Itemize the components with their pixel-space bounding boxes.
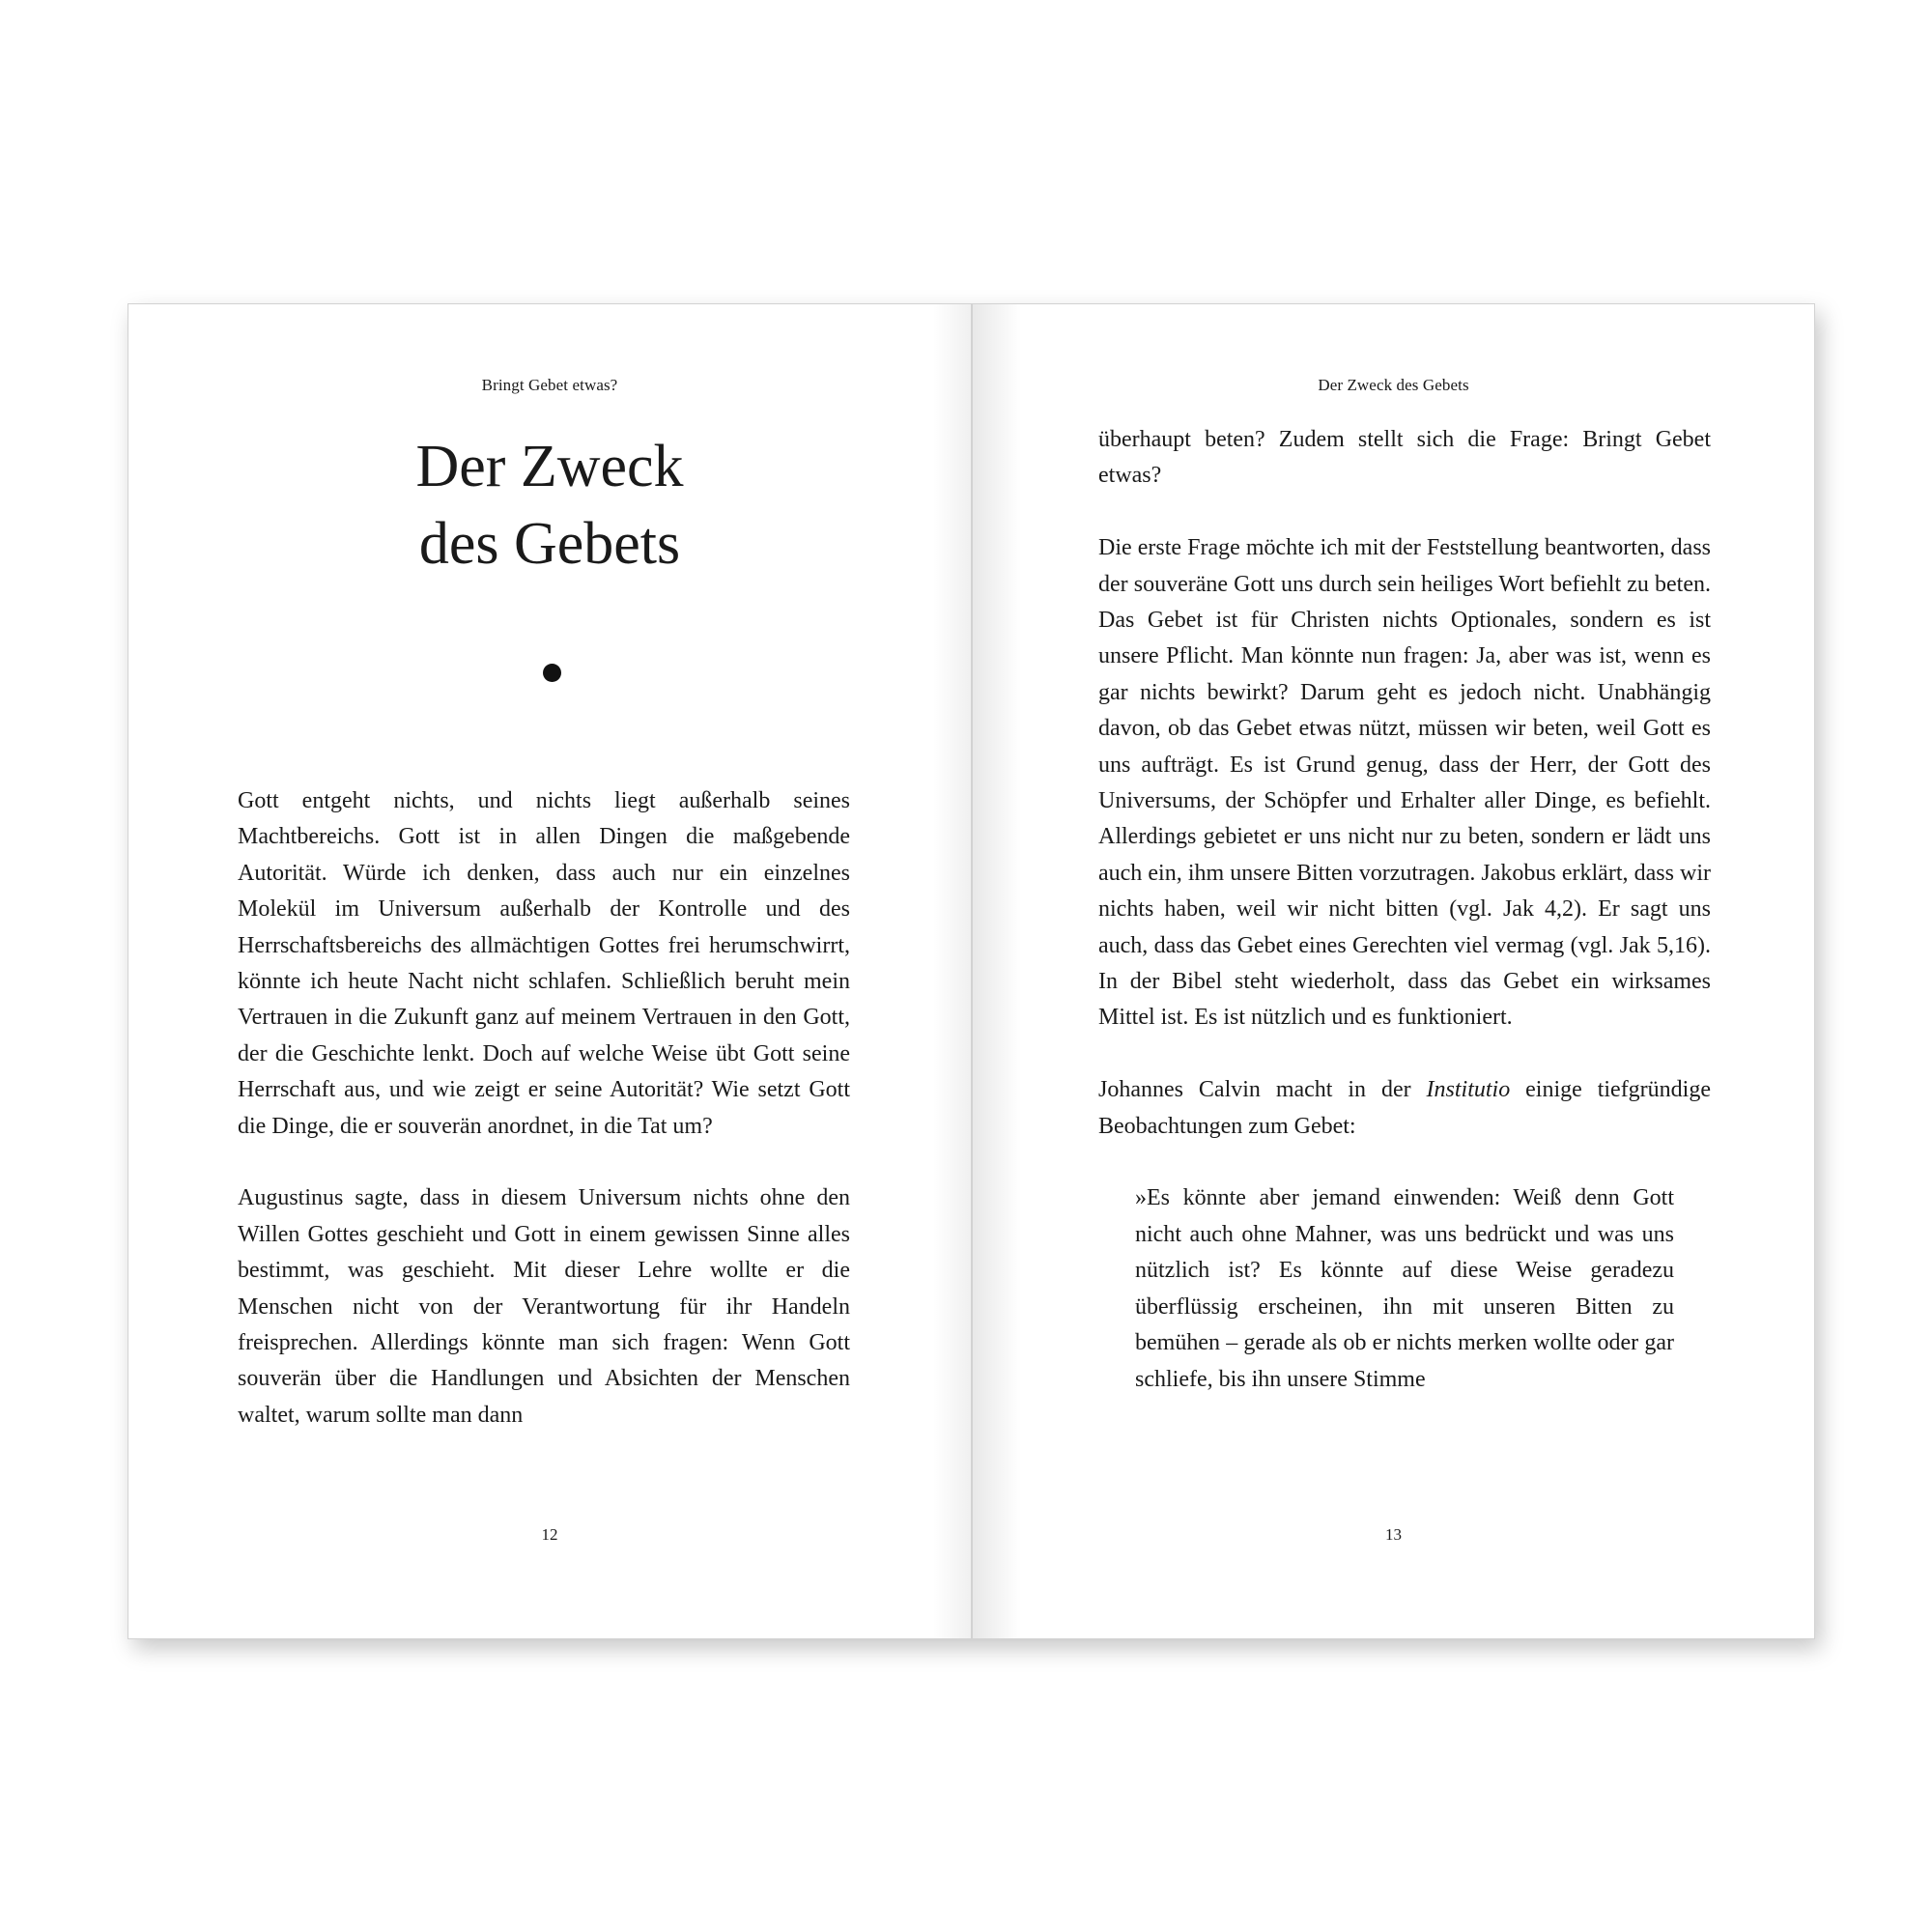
paragraph: Die erste Frage möchte ich mit der Feststellung beantworten, dass der souveräne Gott uns durch sein heiliges Wort befiehlt zu beten. Das Gebet ist für Christen nichts Optionales, sondern es ist unsere Pflicht. Man könnte nun fragen: Ja, aber was ist, wenn es gar nichts bewirkt? Darum geht es jedoch nicht. Unabhängig davon, ob das Gebet etwas nützt, müssen wir beten, weil Gott es uns aufträgt. Es ist Grund genug, dass der Herr, der Gott des Universums, der Schöpfer und Erhalter aller Dinge, es befiehlt. Allerdings gebietet er uns nicht nur zu beten, sondern er lädt uns auch ein, ihm unsere Bitten vorzutragen. Jakobus erklärt, dass wir nichts haben, weil wir nicht bitten (vgl. Jak 4,2). Er sagt uns auch, dass das Gebet eines Gerechten viel vermag (vgl. Jak 5,16). In der Bibel steht wiederholt, dass das Gebet ein wirksames Mittel ist. Es ist nützlich und es funktioniert. xyxy=(1098,535,1711,1031)
book-title-italic: Institutio xyxy=(1426,1077,1511,1103)
bullet-ornament-icon xyxy=(543,664,561,682)
page-number: 12 xyxy=(541,1525,558,1544)
left-page xyxy=(128,303,972,1639)
chapter-title-line-1: Der Zweck xyxy=(415,434,684,499)
page-number: 13 xyxy=(1385,1525,1402,1544)
block-quote: »Es könnte aber jemand einwenden: Weiß denn Gott nicht auch ohne Mahner, was uns bedrückt und was uns nützlich ist? Es könnte auf diese Weise geradezu überflüssig erscheinen, ihn mit unseren Bitten zu bemühen – gerade als ob er nichts merken wollte oder gar schliefe, bis ihn unsere Stimme xyxy=(1135,1185,1674,1392)
running-head: Der Zweck des Gebets xyxy=(1318,376,1469,394)
right-page xyxy=(972,303,1815,1639)
body-text xyxy=(238,783,850,1470)
paragraph: Augustinus sagte, dass in diesem Universum nichts ohne den Willen Gottes geschieht und Gott in einem gewissen Sinne alles bestimmt, was geschieht. Mit dieser Lehre wollte er die Menschen nicht von der Verantwortung für ihr Handeln freisprechen. Allerdings könnte man sich fragen: Wenn Gott souverän über die Handlungen und Absichten der Menschen waltet, warum sollte man dann xyxy=(238,1185,850,1428)
chapter-title xyxy=(128,428,971,582)
paragraph: überhaupt beten? Zudem stellt sich die Frage: Bringt Gebet etwas? xyxy=(1098,427,1711,489)
paragraph xyxy=(1098,1072,1711,1145)
paragraph-text: Johannes Calvin macht in der xyxy=(1098,1077,1427,1103)
paragraph: Gott entgeht nichts, und nichts liegt außerhalb seines Machtbereichs. Gott ist in allen Dingen die maßgebende Autorität. Würde ich denken, dass auch nur ein einzelnes Molekül im Universum außerhalb der Kontrolle und des Herrschaftsbereichs des allmächtigen Gottes frei herumschwirrt, könnte ich heute Nacht nicht schlafen. Schließlich beruht mein Vertrauen in die Zukunft ganz auf meinem Vertrauen in den Gott, der die Geschichte lenkt. Doch auf welche Weise übt Gott seine Herrschaft aus, und wie zeigt er seine Autorität? Wie setzt Gott die Dinge, die er souverän anordnet, in die Tat um? xyxy=(238,788,850,1139)
running-head: Bringt Gebet etwas? xyxy=(481,376,618,394)
book-spread xyxy=(128,303,1815,1639)
chapter-title-line-2: des Gebets xyxy=(418,511,681,577)
body-text xyxy=(1098,422,1711,1434)
paragraph-text: einige tiefgründige Beobachtungen zum Gebet: xyxy=(1098,1077,1711,1139)
